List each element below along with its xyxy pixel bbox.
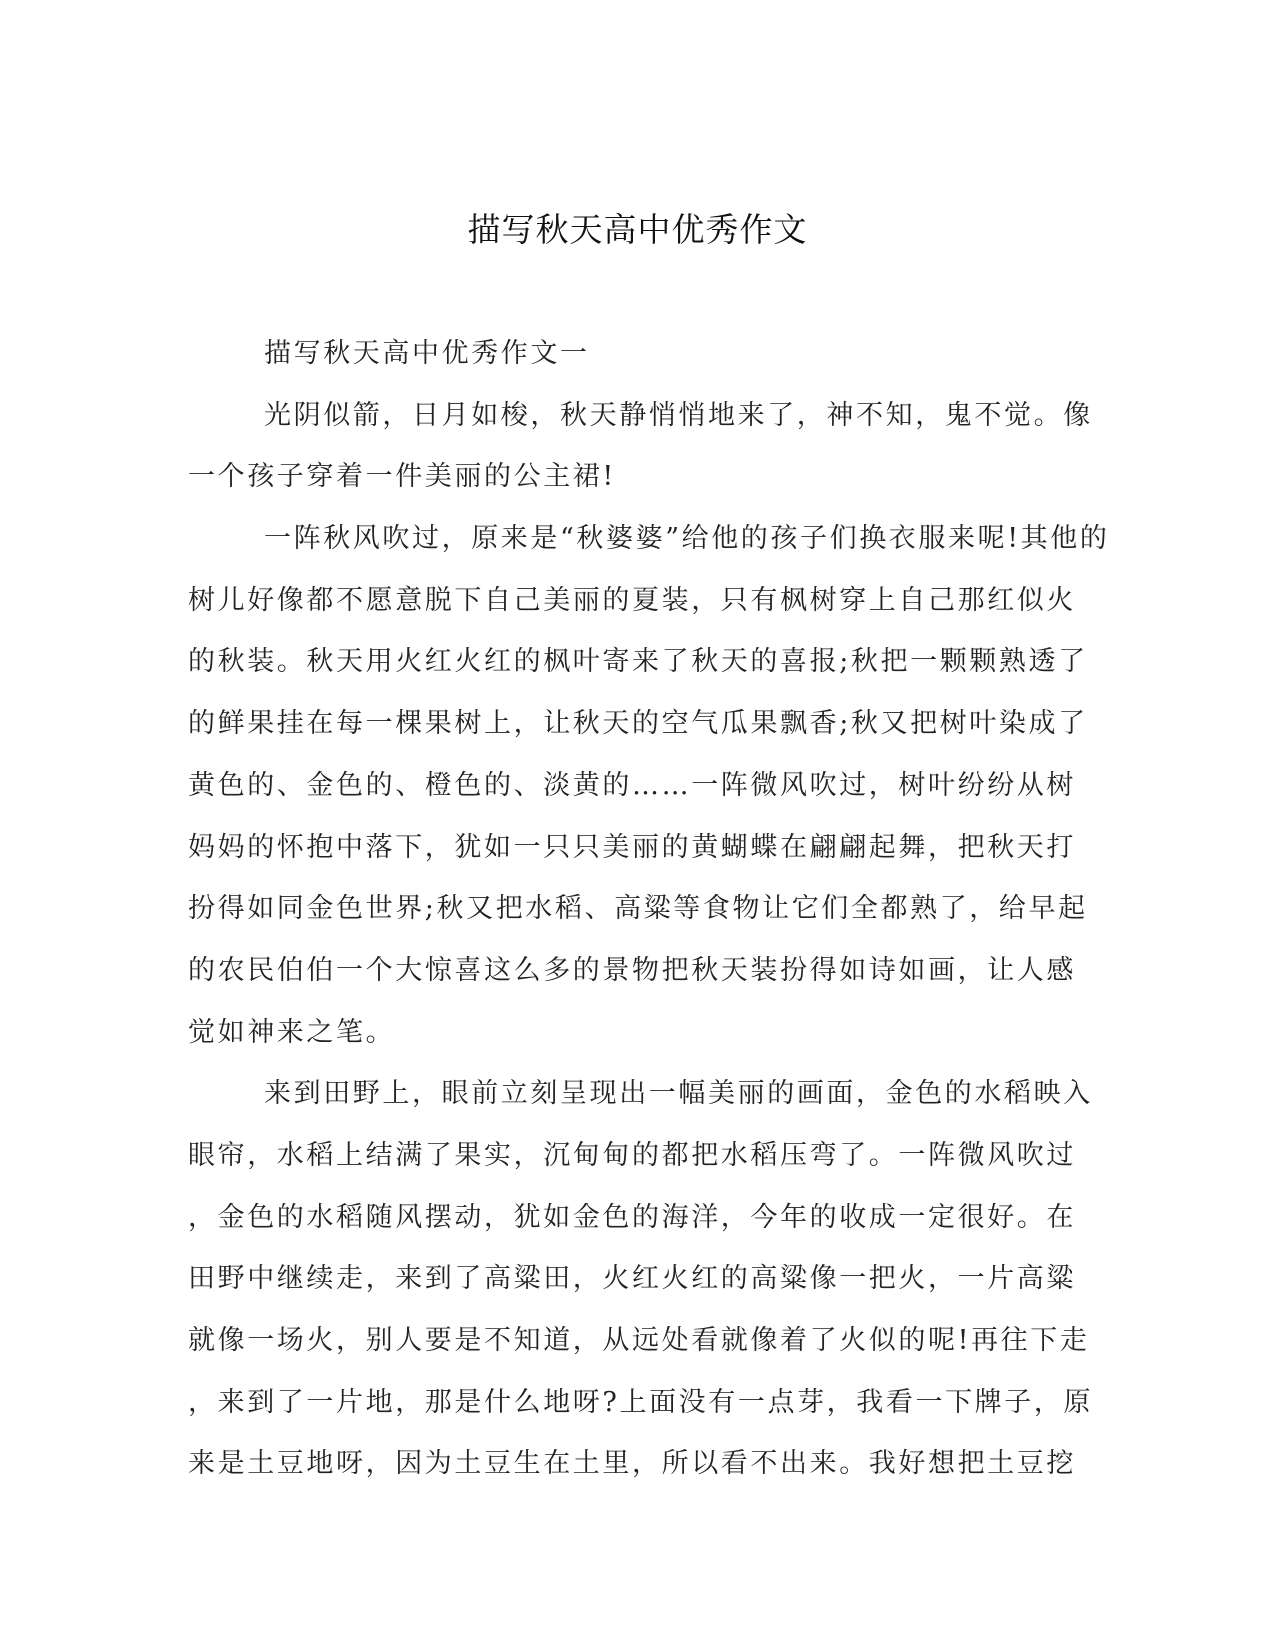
text-line: 眼帘，水稻上结满了果实，沉甸甸的都把水稻压弯了。一阵微风吹过 [188, 1139, 1076, 1171]
document-title: 描写秋天高中优秀作文 [467, 210, 808, 249]
document-body [188, 323, 1110, 1495]
text-line: 的鲜果挂在每一棵果树上，让秋天的空气瓜果飘香;秋又把树叶染成了 [188, 708, 1088, 740]
text-line: 的秋装。秋天用火红火红的枫叶寄来了秋天的喜报;秋把一颗颗熟透了 [188, 646, 1088, 678]
text-line: 光阴似箭，日月如梭，秋天静悄悄地来了，神不知，鬼不觉。像 [264, 399, 1093, 431]
text-line: 扮得如同金色世界;秋又把水稻、高粱等食物让它们全都熟了，给早起 [188, 893, 1088, 925]
text-line: 描写秋天高中优秀作文一 [264, 338, 590, 369]
text-line: 妈妈的怀抱中落下，犹如一只只美丽的黄蝴蝶在翩翩起舞，把秋天打 [188, 831, 1076, 863]
text-line: 的农民伯伯一个大惊喜这么多的景物把秋天装扮得如诗如画，让人感 [188, 954, 1076, 986]
text-line: ，来到了一片地，那是什么地呀?上面没有一点芽，我看一下牌子，原 [188, 1386, 1094, 1418]
text-line: 田野中继续走，来到了高粱田，火红火红的高粱像一把火，一片高粱 [188, 1263, 1076, 1295]
text-line: 来到田野上，眼前立刻呈现出一幅美丽的画面，金色的水稻映入 [264, 1078, 1093, 1110]
text-line: 觉如神来之笔。 [188, 1016, 396, 1048]
text-line: 黄色的、金色的、橙色的、淡黄的……一阵微风吹过，树叶纷纷从树 [188, 769, 1076, 801]
text-line: 一个孩子穿着一件美丽的公主裙! [188, 461, 616, 493]
text-line: 来是土豆地呀，因为土豆生在土里，所以看不出来。我好想把土豆挖 [188, 1448, 1076, 1480]
text-line: 就像一场火，别人要是不知道，从远处看就像着了火似的呢!再往下走 [188, 1325, 1090, 1356]
text-line: 一阵秋风吹过，原来是“秋婆婆”给他的孩子们换衣服来呢!其他的 [264, 523, 1110, 555]
text-line: 树儿好像都不愿意脱下自己美丽的夏装，只有枫树穿上自己那红似火 [188, 584, 1076, 616]
text-line: ，金色的水稻随风摆动，犹如金色的海洋，今年的收成一定很好。在 [188, 1201, 1076, 1233]
